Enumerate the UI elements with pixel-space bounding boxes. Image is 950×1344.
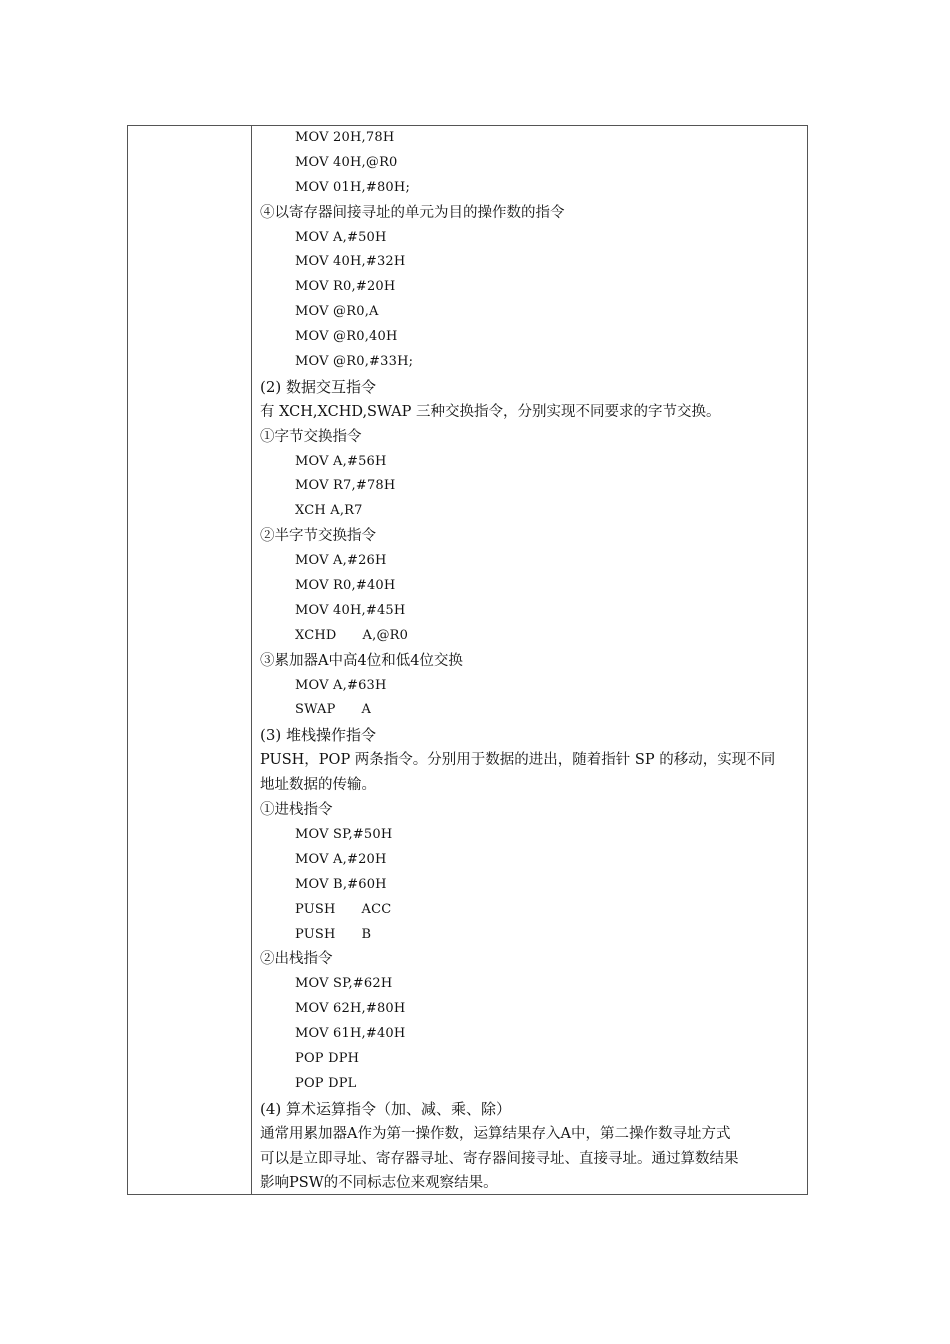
text-line: 影响PSW的不同标志位来观察结果。 [260,1175,498,1192]
text-line: PUSH，POP 两条指令。分别用于数据的进出，随着指针 SP 的移动，实现不同 [260,752,776,769]
code-line: MOV 61H,#40H [295,1026,406,1042]
code-line: MOV A,#63H [295,677,387,693]
text-line: 地址数据的传输。 [260,777,376,794]
text-line: ②出栈指令 [260,951,333,968]
code-line: MOV @R0,#33H; [295,354,414,370]
code-line: MOV @R0,40H [295,329,398,345]
code-line: MOV B,#60H [295,876,387,892]
code-line: SWAP A [295,702,372,718]
text-line: 可以是立即寻址、寄存器寻址、寄存器间接寻址、直接寻址。通过算数结果 [260,1150,739,1167]
code-line: MOV 01H,#80H; [295,179,411,195]
column-divider [251,126,252,1194]
code-line: MOV R0,#40H [295,578,396,594]
text-line: ①字节交换指令 [260,428,362,445]
text-line: ②半字节交换指令 [260,528,376,545]
text-line: 有 XCH,XCHD,SWAP 三种交换指令，分别实现不同要求的字节交换。 [260,403,721,420]
code-line: PUSH B [295,926,372,942]
text-line: ④以寄存器间接寻址的单元为目的操作数的指令 [260,204,565,221]
code-line: XCH A,R7 [295,503,363,519]
code-line: MOV @R0,A [295,304,379,320]
code-line: MOV A,#50H [295,229,387,245]
code-line: MOV R7,#78H [295,478,396,494]
section-heading: (2) 数据交互指令 [260,377,377,396]
code-line: MOV 62H,#80H [295,1001,406,1017]
text-line: 通常用累加器A作为第一操作数，运算结果存入A中，第二操作数寻址方式 [260,1125,731,1142]
code-line: MOV 40H,@R0 [295,154,398,170]
text-line: ③累加器A中高4位和低4位交换 [260,652,463,669]
code-line: MOV 20H,78H [295,130,395,145]
code-line: MOV R0,#20H [295,279,396,295]
code-line: MOV A,#56H [295,453,387,469]
code-line: MOV SP,#50H [295,826,393,842]
code-line: MOV 40H,#45H [295,602,406,618]
section-heading: (3) 堆栈操作指令 [260,726,377,745]
code-line: XCHD A,@R0 [295,627,409,643]
table-content-cell [260,126,801,1196]
code-line: PUSH ACC [295,901,392,917]
code-line: MOV SP,#62H [295,976,393,992]
code-line: MOV A,#26H [295,553,387,569]
section-heading: (4) 算术运算指令（加、减、乘、除） [260,1099,512,1118]
code-line: MOV A,#20H [295,851,387,867]
document-table [127,125,808,1195]
code-line: POP DPL [295,1075,357,1091]
code-line: MOV 40H,#32H [295,254,406,270]
code-line: POP DPH [295,1050,360,1066]
text-line: ①进栈指令 [260,802,333,819]
